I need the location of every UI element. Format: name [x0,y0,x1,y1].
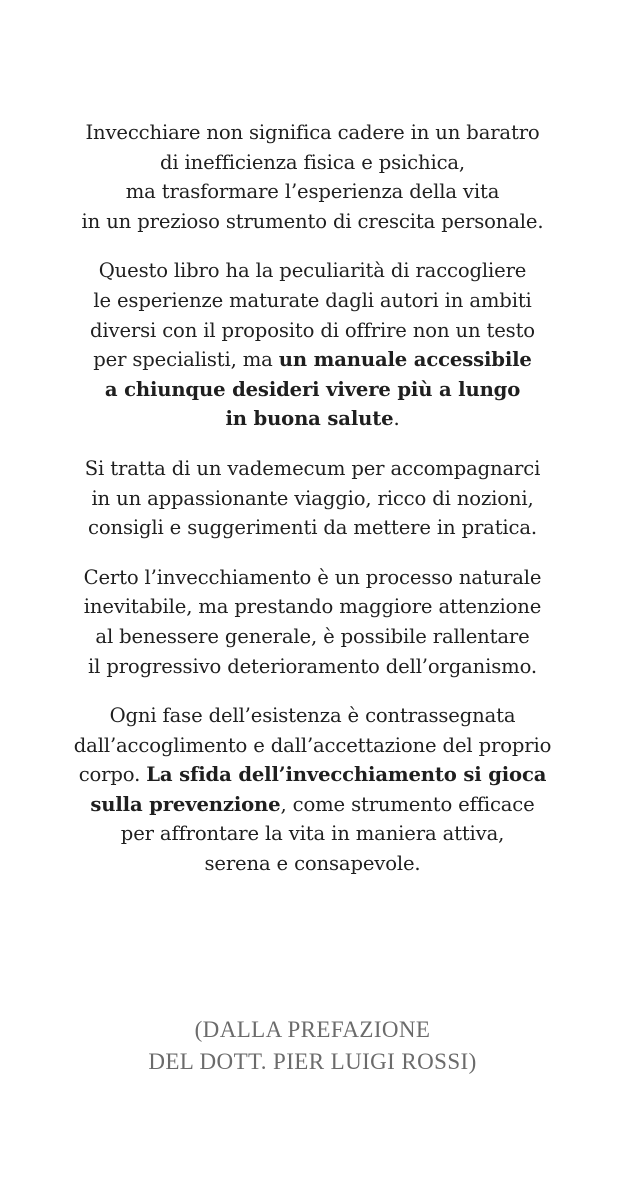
text-line [0,731,625,761]
text-line [0,454,625,484]
text-line [0,592,625,622]
text-line [0,375,625,405]
paragraph-4 [0,563,625,681]
text-segment: di inefficienza fisica e psichica, [159,150,466,174]
text-line [0,207,625,237]
text-line [0,286,625,316]
text-line [0,177,625,207]
blurb-text [0,118,625,899]
text-segment: ma trasformare l’esperienza della vita [125,180,500,204]
text-line [0,849,625,879]
text-segment: per specialisti, ma [93,348,279,372]
text-segment: serena e consapevole. [204,852,421,876]
text-line [0,484,625,514]
text-line [0,316,625,346]
attribution-line: DEL DOTT. PIER LUIGI ROSSI) [148,1049,477,1074]
text-segment: , come strumento efficace [280,792,535,816]
bold-text-segment: in buona salute [225,407,394,431]
text-segment: . [393,407,400,431]
text-segment: consigli e suggerimenti da mettere in pratica. [88,516,537,540]
text-segment: Invecchiare non significa cadere in un baratro [85,121,540,144]
text-segment: per affrontare la vita in maniera attiva, [120,822,505,846]
text-line [0,345,625,375]
text-segment: in un appassionante viaggio, ricco di nozioni, [91,486,534,510]
text-line [0,513,625,543]
text-line [0,819,625,849]
text-segment: al benessere generale, è possibile rallentare [95,624,530,648]
text-line [0,118,625,148]
text-line [0,701,625,731]
text-line [0,563,625,593]
bold-text-segment: un manuale accessibile [278,348,532,372]
text-segment: inevitabile, ma prestando maggiore attenzione [83,595,542,619]
bold-text-segment: La sfida dell’invecchiamento si gioca [146,763,547,787]
text-line [0,404,625,434]
text-segment: in un prezioso strumento di crescita personale. [81,209,544,233]
text-segment: diversi con il proposito di offrire non un testo [90,318,535,342]
text-segment: il progressivo deterioramento dell’organismo. [88,654,537,678]
text-segment: Certo l’invecchiamento è un processo naturale [83,565,542,589]
text-segment: Questo libro ha la peculiarità di raccogliere [98,259,527,283]
attribution-line: (DALLA PREFAZIONE [194,1017,431,1042]
text-line [0,790,625,820]
text-segment: Ogni fase dell’esistenza è contrassegnata [109,704,516,728]
text-segment: Si tratta di un vademecum per accompagnarci [84,456,541,480]
paragraph-3 [0,454,625,543]
preface-attribution [0,1014,625,1078]
text-line [0,148,625,178]
paragraph-1 [0,118,625,236]
text-line [0,622,625,652]
paragraph-2 [0,256,625,434]
text-segment: le esperienze maturate dagli autori in ambiti [93,288,532,312]
text-line [0,652,625,682]
bold-text-segment: a chiunque desideri vivere più a lungo [104,377,521,401]
text-line [0,256,625,286]
text-line [0,760,625,790]
paragraph-5 [0,701,625,879]
text-segment: dall’accoglimento e dall’accettazione del proprio [73,733,552,757]
bold-text-segment: sulla prevenzione [90,792,281,816]
text-segment: corpo. [78,763,147,787]
